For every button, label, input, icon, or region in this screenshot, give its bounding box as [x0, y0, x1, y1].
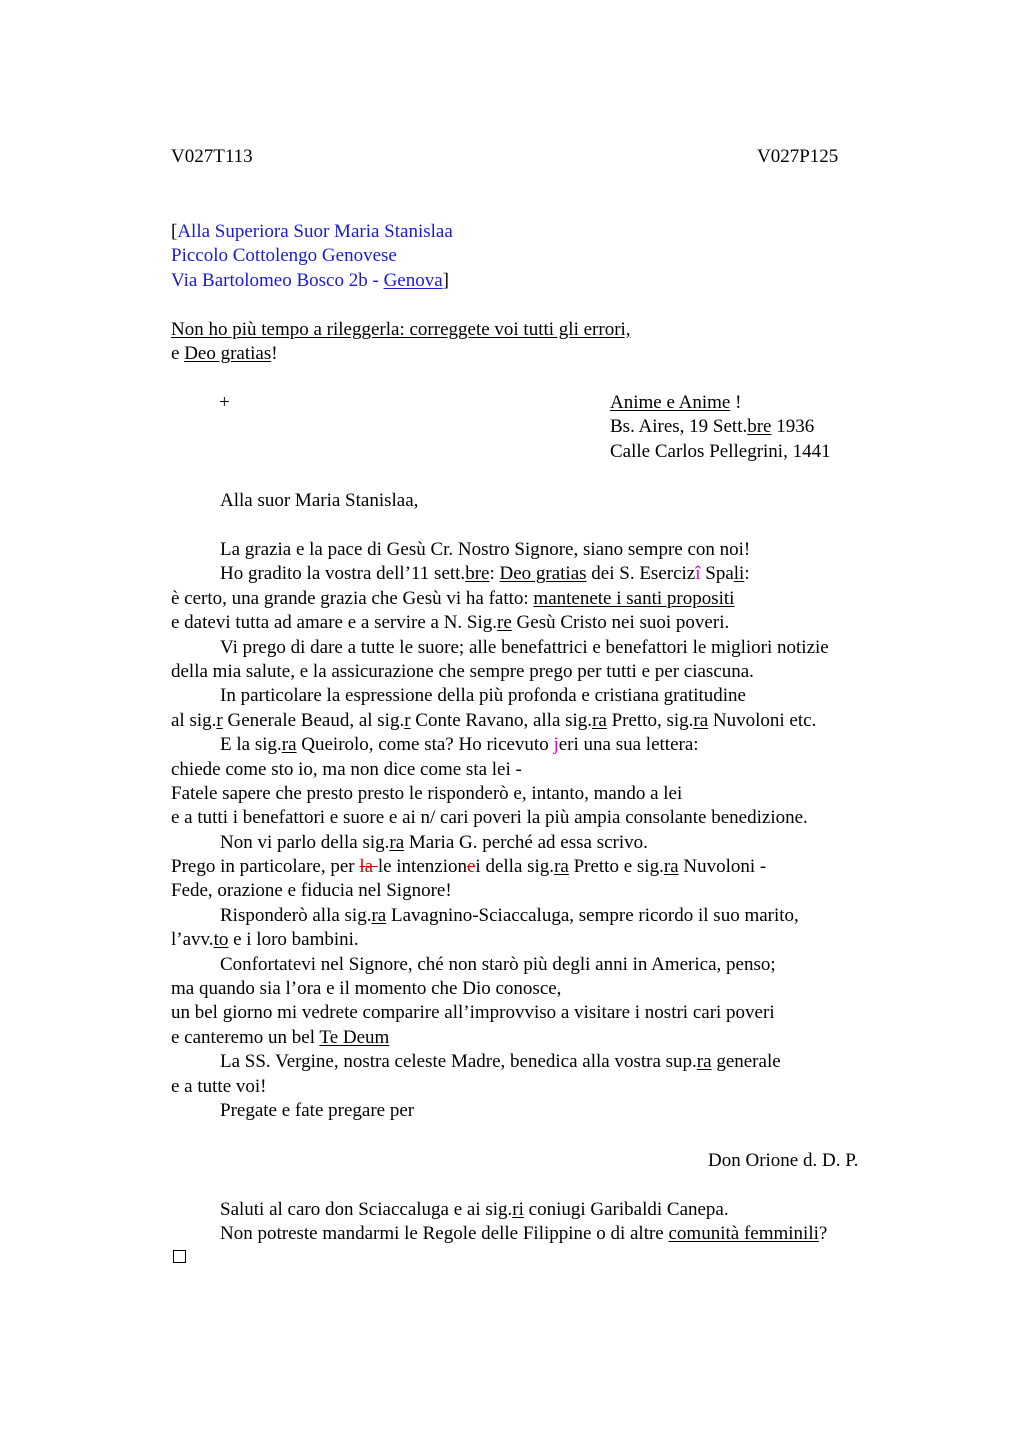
address-line-3 — [171, 269, 453, 293]
text: Non vi parlo della sig. — [220, 831, 390, 853]
text: Generale Beaud, al sig. — [222, 709, 405, 731]
text: eri una sua lettera: — [558, 734, 699, 756]
text: i della sig. — [475, 856, 555, 878]
abbrev: ri — [512, 1199, 524, 1220]
address-line-2: Piccolo Cottolengo Genovese — [171, 245, 397, 267]
date-year: 1936 — [771, 416, 815, 438]
text: Pretto, sig. — [606, 709, 694, 731]
sender-address: Calle Carlos Pellegrini, 1441 — [610, 440, 831, 462]
underlined-phrase: mantenete i santi propositi — [533, 587, 735, 609]
body-line: chiede come sto io, ma non dice come sta lei - — [171, 758, 522, 780]
text: Nuvoloni etc. — [708, 709, 817, 731]
text: Pretto e sig. — [568, 856, 664, 878]
text: Non potreste mandarmi le Regole delle Filippine o di altre — [220, 1223, 669, 1245]
body-line — [171, 1050, 829, 1074]
note-underlined: Deo gratias — [184, 343, 272, 365]
salutation: Alla suor Maria Stanislaa, — [220, 490, 419, 511]
text: Ho gradito la vostra dell’11 sett. — [220, 563, 466, 585]
underlined-phrase: comunità femminili — [668, 1223, 819, 1245]
abbrev: li — [733, 563, 745, 585]
text: Risponderò alla sig. — [220, 904, 372, 926]
end-box-icon — [173, 1250, 186, 1265]
text: E la sig. — [220, 734, 282, 756]
abbrev: to — [213, 929, 229, 951]
body-line: ma quando sia l’ora e il momento che Dio conosce, — [171, 978, 562, 1000]
text: le intenzion — [377, 856, 467, 878]
editor-note — [171, 318, 631, 367]
note-text: ! — [271, 343, 278, 365]
bracket-open: [ — [171, 221, 178, 242]
underlined-phrase: Deo gratias — [499, 563, 587, 585]
cross-symbol: + — [219, 392, 230, 413]
motto-suffix: ! — [730, 392, 742, 413]
document-code-right: V027P125 — [757, 146, 839, 167]
text: Gesù Cristo nei suoi poveri. — [511, 612, 730, 634]
abbrev: re — [497, 612, 512, 634]
text: La SS. Vergine, nostra celeste Madre, benedica alla vostra sup. — [220, 1051, 697, 1073]
editor-note-line-1: Non ho più tempo a rileggerla: correggete voi tutti gli errori, — [171, 319, 631, 340]
body-line: e a tutte voi! — [171, 1075, 267, 1097]
struck-char: e — [466, 856, 476, 878]
editor-note-line-2 — [171, 342, 631, 366]
abbrev: ra — [696, 1051, 712, 1073]
date-line — [610, 415, 831, 439]
body-line — [171, 733, 829, 757]
body-line — [171, 1026, 829, 1050]
text: è certo, una grande grazia che Gesù vi ha fatto: — [171, 587, 534, 609]
text: Queirolo, come sta? Ho ricevuto — [296, 734, 554, 756]
text: Lavagnino-Sciaccaluga, sempre ricordo il suo marito, — [386, 904, 799, 926]
text: e i loro bambini. — [228, 929, 359, 951]
abbrev: ra — [554, 856, 569, 878]
text: Saluti al caro don Sciaccaluga e ai sig. — [220, 1199, 513, 1220]
address-recipient: Alla Superiora Suor Maria Stanislaa — [177, 221, 453, 242]
text: Maria G. perché ad essa scrivo. — [404, 831, 648, 853]
date-abbrev: bre — [747, 416, 772, 438]
body-line: Confortatevi nel Signore, ché non starò più degli anni in America, penso; — [220, 953, 776, 975]
abbrev: ra — [592, 709, 607, 731]
abbrev: ra — [371, 904, 387, 926]
text: Prego in particolare, per — [171, 856, 360, 878]
body-line: Fatele sapere che presto presto le risponderò e, intanto, mando a lei — [171, 782, 683, 804]
text: Conte Ravano, alla sig. — [410, 709, 593, 731]
body-line: un bel giorno mi vedrete comparire all’improvviso a visitare i nostri cari poveri — [171, 1002, 775, 1024]
signature: Don Orione d. D. P. — [708, 1150, 859, 1171]
address-city: Genova — [383, 269, 443, 291]
struck-text: la — [359, 856, 378, 878]
text: generale — [711, 1051, 781, 1073]
postscript-line — [171, 1222, 827, 1246]
body-line: Pregate e fate pregare per — [220, 1099, 415, 1121]
text: : — [489, 563, 500, 585]
note-text: e — [171, 343, 185, 365]
address-street: Via Bartolomeo Bosco 2b - — [171, 269, 384, 291]
letter-body — [171, 538, 829, 1123]
text: coniugi Garibaldi Canepa. — [523, 1199, 729, 1220]
postscript-line — [171, 1198, 827, 1222]
abbrev: r — [216, 709, 223, 731]
text: Spa — [700, 563, 734, 585]
abbrev: ra — [693, 709, 709, 731]
body-line: della mia salute, e la assicurazione che sempre prego per tutti e per ciascuna. — [171, 660, 754, 682]
text: l’avv. — [171, 929, 214, 951]
inserted-char: î — [695, 563, 701, 585]
motto-line — [610, 391, 831, 415]
body-line: La grazia e la pace di Gesù Cr. Nostro Signore, siano sempre con noi! — [220, 539, 751, 560]
body-line — [171, 587, 829, 611]
body-line — [171, 904, 829, 928]
inserted-char: j — [553, 734, 559, 756]
document-code-left: V027T113 — [171, 146, 253, 167]
abbrev: ra — [663, 856, 679, 878]
body-line — [171, 709, 829, 733]
body-line: e a tutti i benefattori e suore e ai n/ cari poveri la più ampia consolante benedizione. — [171, 807, 808, 829]
abbrev: ra — [281, 734, 297, 756]
body-line — [171, 855, 829, 879]
abbrev: r — [404, 709, 411, 731]
dateline — [610, 391, 831, 464]
text: e datevi tutta ad amare e a servire a N. Sig. — [171, 612, 498, 634]
text: e canteremo un bel — [171, 1026, 320, 1048]
text: : — [744, 563, 750, 585]
text: al sig. — [171, 709, 217, 731]
body-line — [171, 562, 829, 586]
body-line: Vi prego di dare a tutte le suore; alle benefattrici e benefattori le migliori notizie — [220, 636, 829, 658]
body-line — [171, 611, 829, 635]
body-line — [171, 928, 829, 952]
abbrev: ra — [389, 831, 405, 853]
postscript — [171, 1198, 827, 1247]
text: dei S. Eserciz — [586, 563, 696, 585]
date-text: Bs. Aires, 19 Sett. — [610, 416, 748, 438]
body-line — [171, 831, 829, 855]
bracket-close: ] — [442, 269, 449, 291]
motto: Anime e Anime — [610, 392, 731, 413]
underlined-phrase: Te Deum — [319, 1026, 390, 1048]
text: ? — [818, 1223, 828, 1245]
address-line-1 — [171, 220, 453, 244]
abbrev: bre — [465, 563, 490, 585]
recipient-address — [171, 220, 453, 293]
body-line: Fede, orazione e fiducia nel Signore! — [171, 880, 452, 902]
text: Nuvoloni - — [678, 856, 767, 878]
body-line: In particolare la espressione della più profonda e cristiana gratitudine — [220, 685, 746, 707]
